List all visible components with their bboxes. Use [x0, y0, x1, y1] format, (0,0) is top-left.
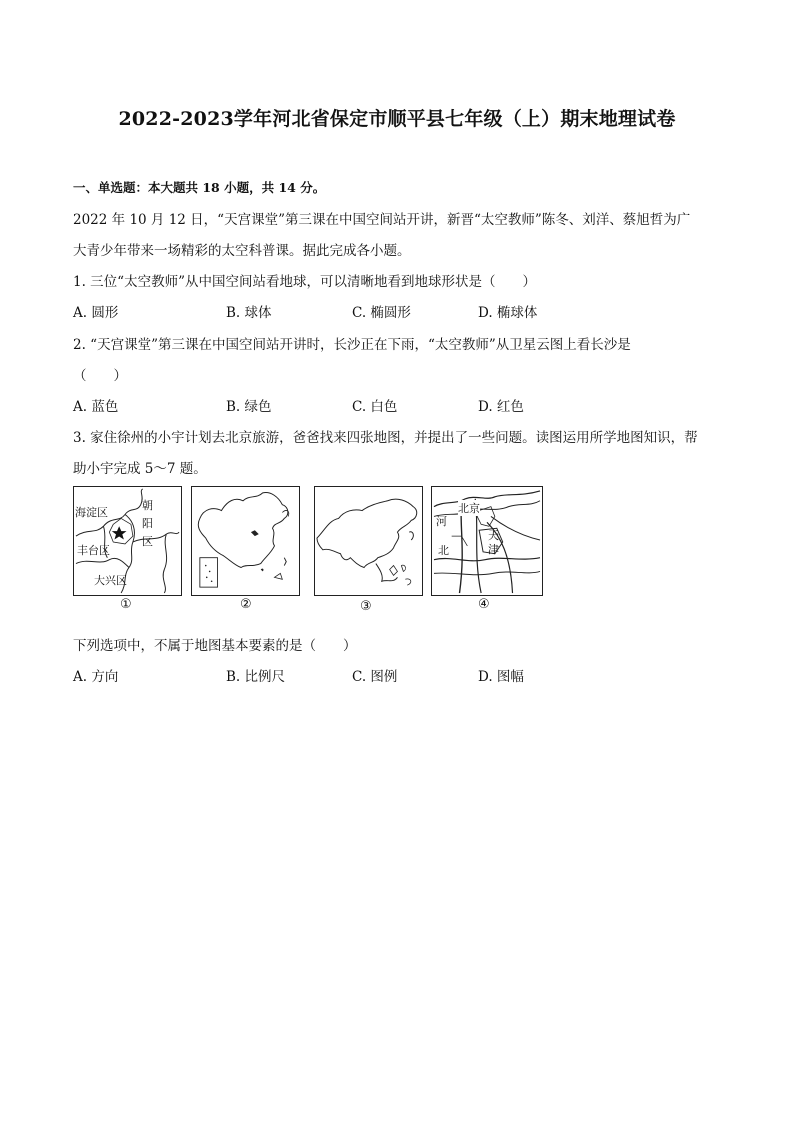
map-label-bei: 北: [438, 544, 449, 557]
map-label-fengtai: 丰台区: [77, 544, 110, 557]
question-4: 下列选项中，不属于地图基本要素的是（ ）: [73, 638, 357, 654]
map-figure-group: [73, 486, 549, 616]
map-label-he: 河: [436, 515, 447, 528]
q4-option-c: C. 图例: [352, 669, 398, 685]
map-label-daxing: 大兴区: [94, 574, 127, 587]
map-1-beijing-districts: [73, 486, 182, 596]
map-label-beijing: 北京: [458, 502, 480, 515]
map-label-qu: 区: [142, 535, 153, 548]
section-heading: 一、单选题：本大题共 18 小题，共 14 分。: [73, 180, 326, 195]
q4-option-a: A. 方向: [73, 669, 119, 685]
q2-option-b: B. 绿色: [226, 399, 272, 415]
asia-outline-graphic: [315, 487, 422, 595]
page-title: 2022-2023学年河北省保定市顺平县七年级（上）期末地理试卷: [118, 108, 676, 130]
question-1: 1. 三位“太空教师”从中国空间站看地球，可以清晰地看到地球形状是（ ）: [73, 274, 536, 290]
q1-option-a: A. 圆形: [73, 305, 119, 321]
question-3-line-1: 3. 家住徐州的小宇计划去北京旅游，爸爸找来四张地图，并提出了一些问题。读图运用所学地图知识，帮: [73, 430, 698, 446]
q1-option-c: C. 椭圆形: [352, 305, 411, 321]
question-2-line-1: 2. “天宫课堂”第三课在中国空间站开讲时，长沙正在下雨，“太空教师”从卫星云图上看长沙是: [73, 337, 631, 353]
q4-option-d: D. 图幅: [478, 669, 524, 685]
region-outline-graphic: [432, 487, 542, 595]
question-2-line-2: （ ）: [73, 368, 127, 384]
q2-option-c: C. 白色: [352, 399, 398, 415]
map-label-tian: 天: [488, 529, 499, 542]
map-number-4: ④: [478, 597, 490, 612]
map-label-chao: 朝: [142, 499, 153, 512]
map-number-2: ②: [240, 597, 252, 612]
map-label-jin: 津: [488, 543, 499, 556]
intro-line-2: 大青少年带来一场精彩的太空科普课。据此完成各小题。: [73, 243, 411, 259]
map-label-yang: 阳: [142, 517, 153, 530]
question-3-line-2: 助小宇完成 5～7 题。: [73, 461, 207, 477]
map-number-1: ①: [120, 597, 132, 612]
map-number-3: ③: [360, 599, 372, 614]
q1-option-d: D. 椭球体: [478, 305, 538, 321]
china-outline-graphic: [192, 487, 299, 595]
map-label-haidian: 海淀区: [75, 506, 108, 519]
q2-option-d: D. 红色: [478, 399, 524, 415]
q1-option-b: B. 球体: [226, 305, 272, 321]
map-4-beijing-tianjin: [431, 486, 543, 596]
q2-option-a: A. 蓝色: [73, 399, 119, 415]
map-3-asia: [314, 486, 423, 596]
intro-line-1: 2022 年 10 月 12 日，“天宫课堂”第三课在中国空间站开讲，新晋“太空教师”陈冬、刘洋、蔡旭哲为广: [73, 212, 691, 228]
map-2-china: [191, 486, 300, 596]
q4-option-b: B. 比例尺: [226, 669, 286, 685]
